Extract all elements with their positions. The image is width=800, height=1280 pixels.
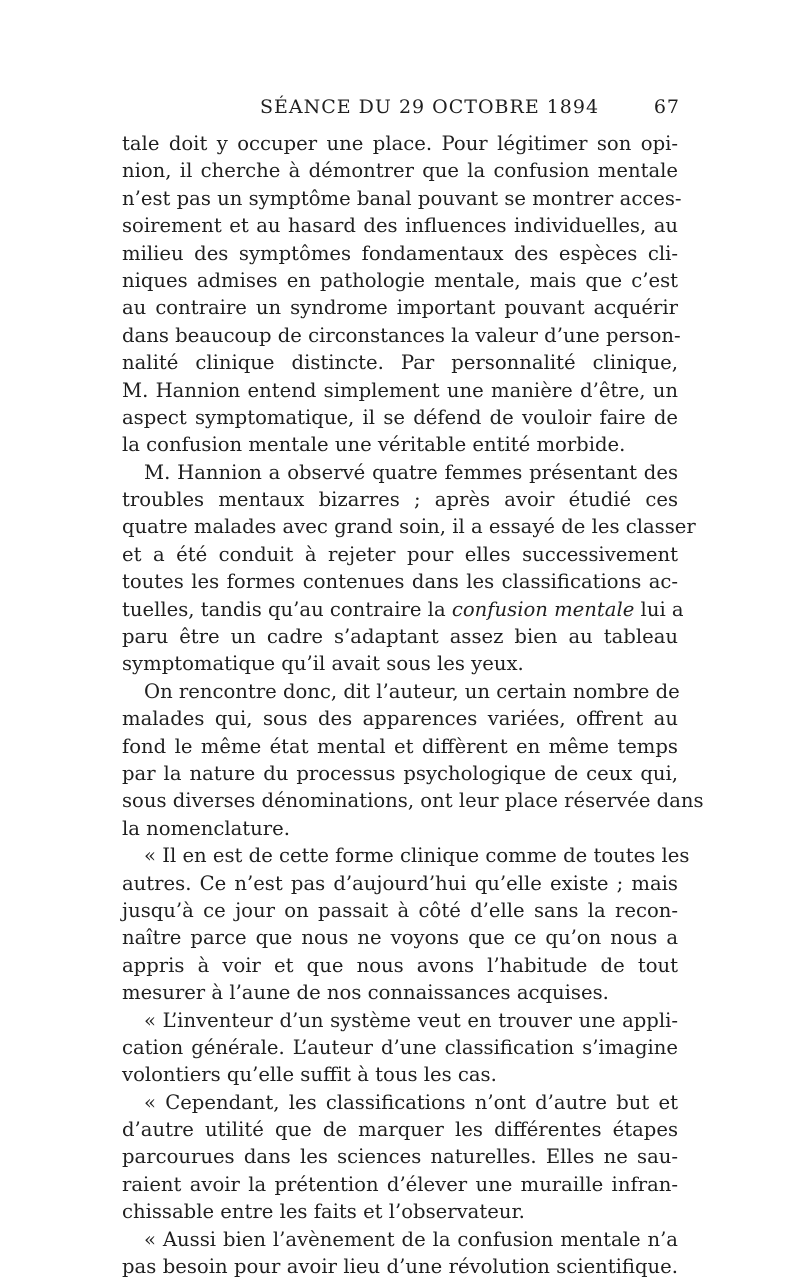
running-title: SÉANCE DU 29 OCTOBRE 1894 (260, 96, 600, 118)
text-line: cation générale. L’auteur d’une classification s’imagine (122, 1035, 678, 1059)
text-line: volontiers qu’elle suffit à tous les cas. (122, 1063, 497, 1087)
text-line: et a été conduit à rejeter pour elles successivement (122, 542, 678, 566)
text-line: M. Hannion a observé quatre femmes présentant des (144, 460, 678, 484)
text-line: toutes les formes contenues dans les classifications ac- (122, 570, 678, 594)
text-line: « Aussi bien l’avènement de la confusion mentale n’a (144, 1227, 678, 1251)
running-head (122, 96, 680, 124)
text-line: nalité clinique distincte. Par personnalité clinique, (122, 351, 678, 375)
text-line: « Cependant, les classifications n’ont d’autre but et (144, 1090, 678, 1114)
text-line: M. Hannion entend simplement une manière d’être, un (122, 378, 678, 402)
text-line: soirement et au hasard des influences individuelles, au (122, 214, 678, 238)
page-number: 67 (653, 96, 680, 118)
text-line: aspect symptomatique, il se défend de vouloir faire de (122, 405, 678, 429)
text-line: milieu des symptômes fondamentaux des espèces cli- (122, 241, 678, 265)
text-line: fond le même état mental et diffèrent en même temps (122, 734, 678, 758)
text-line: appris à voir et que nous avons l’habitude de tout (122, 953, 678, 977)
text-line: pas besoin pour avoir lieu d’une révolution scientifique. (122, 1255, 678, 1279)
italic-term: confusion mentale (451, 597, 635, 621)
text-line: parcourues dans les sciences naturelles. Elles ne sau- (122, 1145, 678, 1169)
text-line: niques admises en pathologie mentale, mais que c’est (122, 268, 678, 292)
text-line: « L’inventeur d’un système veut en trouver une appli- (144, 1008, 678, 1032)
text-line: d’autre utilité que de marquer les différentes étapes (122, 1118, 678, 1142)
text-line: nion, il cherche à démontrer que la confusion mentale (122, 159, 678, 183)
text-line: mesurer à l’aune de nos connaissances acquises. (122, 981, 609, 1005)
text-line: paru être un cadre s’adaptant assez bien au tableau (122, 625, 678, 649)
text-line: chissable entre les faits et l’observateur. (122, 1200, 525, 1224)
text-segment: tuelles, tandis qu’au contraire la (122, 597, 452, 621)
text-line: la nomenclature. (122, 816, 290, 840)
text-line: dans beaucoup de circonstances la valeur d’une person- (122, 323, 681, 347)
text-line: troubles mentaux bizarres ; après avoir étudié ces (122, 488, 678, 512)
text-line: sous diverses dénominations, ont leur place réservée dans (122, 789, 704, 813)
text-segment: lui a (634, 597, 684, 621)
text-line: au contraire un syndrome important pouvant acquérir (122, 296, 678, 320)
text-line: n’est pas un symptôme banal pouvant se montrer acces- (122, 186, 682, 210)
text-line: « Il en est de cette forme clinique comme de toutes les (144, 844, 690, 868)
text-line: symptomatique qu’il avait sous les yeux. (122, 652, 524, 676)
text-line: raient avoir la prétention d’élever une muraille infran- (122, 1172, 678, 1196)
text-line: par la nature du processus psychologique de ceux qui, (122, 761, 678, 785)
text-line (122, 596, 684, 623)
text-line: malades qui, sous des apparences variées, offrent au (122, 707, 678, 731)
text-line: jusqu’à ce jour on passait à côté d’elle sans la recon- (122, 898, 678, 922)
text-line: la confusion mentale une véritable entité morbide. (122, 433, 626, 457)
text-line: quatre malades avec grand soin, il a essayé de les classer (122, 515, 696, 539)
text-line: On rencontre donc, dit l’auteur, un certain nombre de (144, 679, 680, 703)
text-line: autres. Ce n’est pas d’aujourd’hui qu’elle existe ; mais (122, 871, 678, 895)
body-text (122, 130, 704, 1280)
text-line: naître parce que nous ne voyons que ce qu’on nous a (122, 926, 678, 950)
text-line: tale doit y occuper une place. Pour légitimer son opi- (122, 132, 678, 155)
